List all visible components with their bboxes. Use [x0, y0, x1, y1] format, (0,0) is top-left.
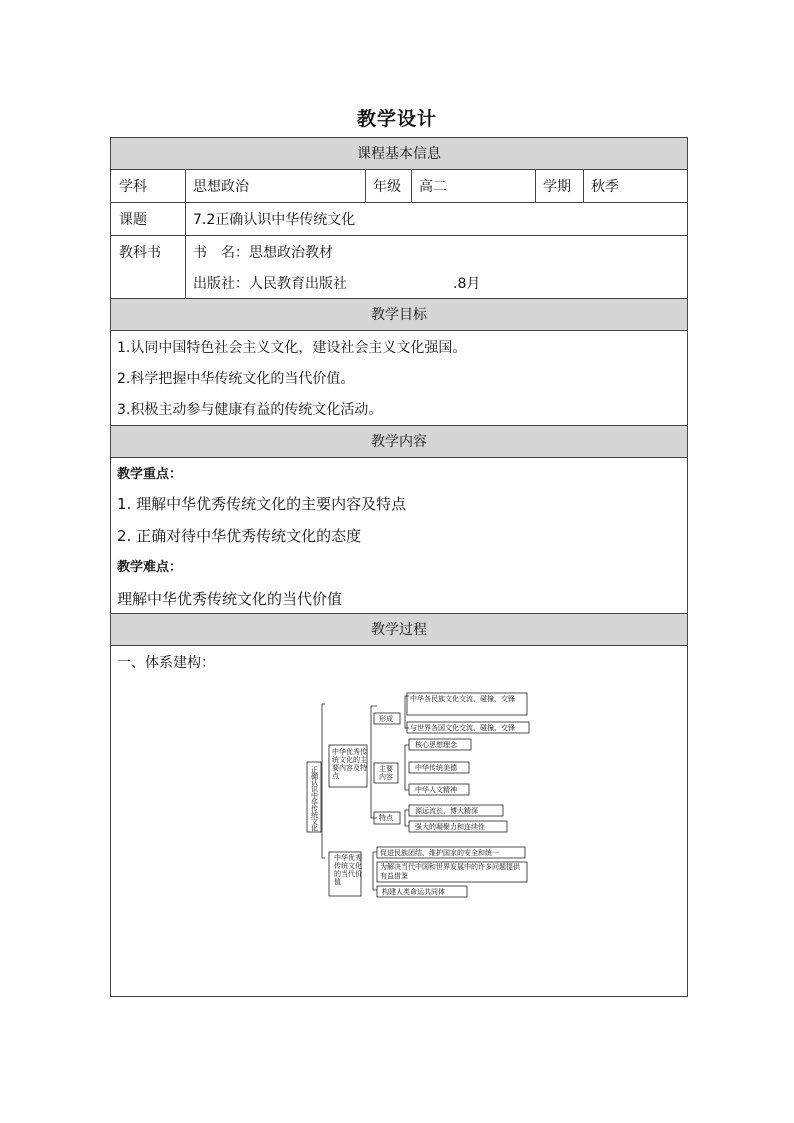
- subject-value: 思想政治: [193, 179, 249, 195]
- branch-b-bracket: [373, 852, 377, 890]
- svg-text:的当代价: 的当代价: [334, 870, 362, 878]
- topic-label: 课题: [119, 212, 147, 228]
- features-bracket: [405, 810, 409, 826]
- formation-item-text: 与世界各国文化交流、碰撞、交锋: [410, 724, 515, 732]
- formation-label: 形成: [379, 715, 393, 723]
- svg-text:统: 统: [311, 811, 318, 820]
- value-item-text: [380, 862, 521, 880]
- branch-a-text: [332, 747, 367, 780]
- topic-value: 7.2正确认识中华传统文化: [193, 212, 356, 228]
- svg-text:化: 化: [311, 824, 318, 833]
- objective-item: 1.认同中国特色社会主义文化，建设社会主义文化强国。: [117, 340, 467, 356]
- knowledge-structure-diagram: [111, 138, 687, 996]
- branch-b-text: [334, 853, 362, 886]
- textbook-label: 教科书: [119, 245, 161, 261]
- svg-text:要内容及特: 要内容及特: [332, 764, 367, 772]
- svg-text:华: 华: [311, 798, 318, 807]
- svg-text:中华优秀: 中华优秀: [334, 854, 362, 862]
- svg-text:中华优秀传: 中华优秀传: [332, 748, 367, 756]
- section-header-objectives: 教学目标: [111, 299, 687, 331]
- content-item-text: 中华人文精神: [415, 786, 457, 794]
- svg-text:主要: 主要: [379, 765, 393, 773]
- objective-item: 2.科学把握中华传统文化的当代价值。: [117, 371, 355, 387]
- svg-text:传统文化: 传统文化: [334, 862, 362, 870]
- publisher: 出版社：人民教育出版社: [193, 276, 347, 292]
- svg-text:中: 中: [311, 792, 318, 800]
- process-step-1: 一、体系建构：: [117, 655, 215, 671]
- root-node-text: [311, 766, 319, 833]
- value-item-text: 促进民族团结、维护国家的安全和统一: [380, 849, 499, 857]
- svg-text:传: 传: [311, 805, 318, 813]
- svg-text:认: 认: [311, 779, 318, 787]
- svg-text:正: 正: [311, 766, 318, 774]
- difficulty-label: 教学难点：: [117, 560, 183, 575]
- content-item-text: 核心思想理念: [415, 741, 457, 749]
- root-bracket: [322, 704, 325, 858]
- svg-text:值: 值: [334, 878, 341, 886]
- objective-item: 3.积极主动参与健康有益的传统文化活动。: [117, 402, 383, 418]
- lesson-plan-table: [110, 137, 688, 997]
- difficulty-item: 理解中华优秀传统文化的当代价值: [117, 590, 343, 608]
- svg-text:有益借鉴: 有益借鉴: [380, 872, 408, 880]
- key-points-label: 教学重点：: [117, 467, 183, 482]
- features-item-text: 源远流长、博大精深: [415, 807, 478, 815]
- svg-text:为解决当代中国和世界发展中的许多问题提供: 为解决当代中国和世界发展中的许多问题提供: [380, 863, 520, 871]
- svg-text:确: 确: [311, 772, 318, 781]
- svg-text:内容: 内容: [379, 773, 393, 781]
- section-header-content: 教学内容: [111, 426, 687, 458]
- term-label: 学期: [543, 179, 571, 195]
- svg-text:中华各民族文化交流、碰撞、交锋: 中华各民族文化交流、碰撞、交锋: [410, 695, 515, 703]
- content-item-text: 中华传统美德: [415, 764, 457, 772]
- key-point-item: 1. 理解中华优秀传统文化的主要内容及特点: [117, 495, 407, 513]
- svg-text:识: 识: [311, 785, 318, 794]
- book-name: 书 名：思想政治教材: [193, 245, 333, 261]
- grade-label: 年级: [373, 179, 401, 195]
- value-item-text: 构建人类命运共同体: [382, 888, 445, 896]
- subject-label: 学科: [119, 179, 147, 195]
- term-value: 秋季: [591, 179, 619, 195]
- grade-value: 高二: [419, 179, 447, 195]
- svg-text:点: 点: [332, 772, 339, 780]
- edition-date: .8月: [453, 276, 481, 292]
- formation-item-text: [410, 694, 515, 703]
- content-label: [379, 764, 393, 781]
- document-title: 教学设计: [356, 108, 437, 130]
- features-label: 特点: [379, 814, 393, 822]
- svg-text:统文化的主: 统文化的主: [332, 756, 367, 764]
- section-header-process: 教学过程: [111, 614, 687, 646]
- key-point-item: 2. 正确对待中华优秀传统文化的态度: [117, 527, 362, 545]
- content-bracket: [405, 745, 409, 790]
- section-header-basic-info: 课程基本信息: [111, 138, 687, 170]
- svg-text:文: 文: [311, 818, 318, 826]
- features-item-text: 强大的凝聚力和连续性: [415, 823, 485, 831]
